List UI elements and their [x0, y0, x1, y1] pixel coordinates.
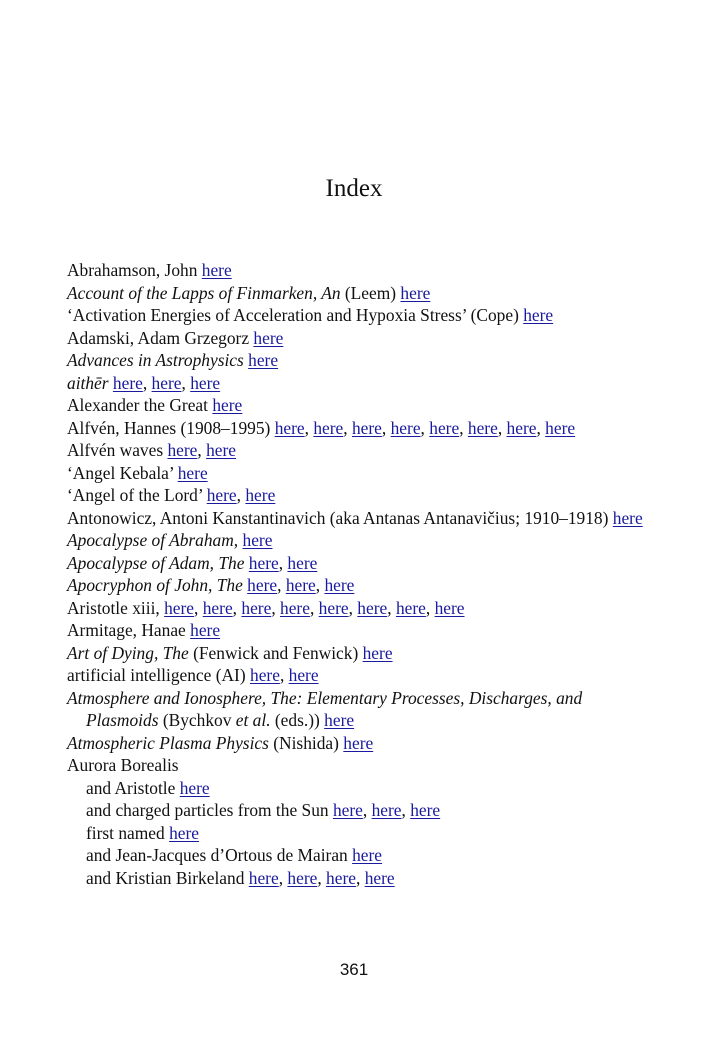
- entry-text: Alfvén waves: [67, 440, 168, 460]
- index-entry: [67, 304, 647, 327]
- index-entry: ‘Angel of the Lord’ here, here: [67, 485, 276, 505]
- index-list: [67, 259, 647, 889]
- page-reference-link[interactable]: here: [287, 867, 318, 888]
- entry-text: Advances in Astrophysics: [67, 350, 244, 370]
- page-title: Index: [325, 175, 383, 202]
- entry-text: Art of Dying, The: [67, 642, 189, 663]
- index-entry: aithēr here, here, here: [67, 372, 221, 393]
- page-reference-link[interactable]: here: [395, 597, 426, 618]
- index-entry: [67, 394, 647, 417]
- entry-text: Abrahamson, John: [67, 260, 202, 280]
- index-entry: Apocryphon of John, The here, here, here: [67, 575, 355, 595]
- entry-text: and charged particles from the Sun: [86, 800, 333, 820]
- page-reference-link[interactable]: here: [400, 282, 431, 303]
- entry-text: Apocalypse of Adam, The: [67, 552, 245, 573]
- index-subentry: [67, 844, 647, 867]
- entry-text: ‘Angel Kebala’: [67, 462, 178, 483]
- entry-text: Antonowicz, Antoni Kanstantinavich (aka Antanas Antanavičius; 1910–1918): [67, 507, 613, 528]
- entry-text: Account of the Lapps of Finmarken, An: [67, 282, 341, 303]
- index-entry: Apocalypse of Adam, The here, here: [67, 552, 318, 573]
- page-reference-link[interactable]: here: [280, 597, 310, 618]
- page-reference-link[interactable]: here: [274, 417, 305, 438]
- entry-text: Alfvén, Hannes (1908–1995): [67, 417, 275, 438]
- page-reference-link[interactable]: here: [206, 485, 237, 505]
- page-reference-link[interactable]: here: [612, 507, 643, 528]
- page-reference-link[interactable]: here: [202, 597, 233, 618]
- index-entry: Aristotle xiii, here, here, here, here, here, here, here, here: [67, 597, 465, 618]
- page-reference-link[interactable]: here: [429, 417, 460, 438]
- page-reference-link[interactable]: here: [545, 417, 576, 438]
- page-reference-link[interactable]: here: [288, 665, 319, 685]
- index-entry: [67, 462, 647, 485]
- page-reference-link[interactable]: here: [169, 822, 200, 843]
- entry-text: and Aristotle: [86, 777, 180, 798]
- entry-text: first named: [86, 822, 170, 843]
- entry-text: Aristotle xiii,: [67, 597, 165, 618]
- page-reference-link[interactable]: here: [151, 372, 182, 393]
- page-reference-link[interactable]: here: [357, 597, 388, 618]
- page-reference-link[interactable]: here: [245, 485, 276, 505]
- page-reference-link[interactable]: here: [390, 417, 421, 438]
- entry-text: et al.: [235, 710, 271, 730]
- index-subentry: and charged particles from the Sun here, here, here: [86, 800, 441, 820]
- page-number: 361: [339, 960, 369, 979]
- index-entry: [67, 619, 647, 642]
- page-reference-link[interactable]: here: [212, 395, 243, 415]
- page-reference-link[interactable]: here: [352, 845, 383, 865]
- page-reference-link[interactable]: here: [343, 732, 374, 753]
- index-subentry: [67, 822, 647, 845]
- page-reference-link[interactable]: here: [206, 440, 237, 460]
- index-entry: [67, 282, 647, 305]
- index-entry: [67, 754, 647, 777]
- page-reference-link[interactable]: here: [248, 867, 279, 888]
- page-reference-link[interactable]: here: [242, 530, 273, 550]
- page-reference-link[interactable]: here: [434, 597, 465, 618]
- entry-text: Atmosphere and Ionosphere, The: Elementary Processes, Discharges, and Plasmoids: [67, 687, 583, 730]
- entry-text: (Fenwick and Fenwick): [188, 642, 363, 663]
- page-reference-link[interactable]: here: [253, 327, 284, 348]
- page-reference-link[interactable]: here: [326, 867, 356, 888]
- page-reference-link[interactable]: here: [364, 867, 395, 888]
- entry-text: Aurora Borealis: [67, 755, 179, 775]
- page-reference-link[interactable]: here: [371, 800, 402, 820]
- page-reference-link[interactable]: here: [318, 597, 349, 618]
- page-reference-link[interactable]: here: [313, 417, 344, 438]
- entry-text: and Jean-Jacques d’Ortous de Mairan: [86, 845, 353, 865]
- index-entry: [67, 732, 647, 755]
- entry-text: Atmospheric Plasma Physics: [67, 732, 269, 753]
- entry-text: artificial intelligence (AI): [67, 665, 250, 685]
- entry-text: Adamski, Adam Grzegorz: [67, 327, 254, 348]
- index-entry: [67, 642, 647, 665]
- page-reference-link[interactable]: here: [179, 777, 210, 798]
- page-reference-link[interactable]: here: [177, 462, 208, 483]
- index-entry: Alfvén, Hannes (1908–1995) here, here, here, here, here, here, here, here: [67, 417, 576, 438]
- page-reference-link[interactable]: here: [248, 552, 279, 573]
- index-entry: Alfvén waves here, here: [67, 440, 237, 460]
- entry-text: (Nishida): [268, 732, 344, 753]
- entry-text: and Kristian Birkeland: [86, 867, 249, 888]
- page-reference-link[interactable]: here: [112, 372, 143, 393]
- page-reference-link[interactable]: here: [248, 350, 279, 370]
- page-reference-link[interactable]: here: [410, 800, 441, 820]
- page-reference-link[interactable]: here: [167, 440, 198, 460]
- index-subentry: and Kristian Birkeland here, here, here, here: [86, 867, 395, 888]
- index-subentry: [67, 777, 647, 800]
- entry-text: Apocalypse of Abraham,: [67, 530, 239, 550]
- page-reference-link[interactable]: here: [324, 575, 355, 595]
- page-reference-link[interactable]: here: [287, 552, 318, 573]
- page-reference-link[interactable]: here: [190, 620, 221, 640]
- page-reference-link[interactable]: here: [250, 665, 280, 685]
- page-reference-link[interactable]: here: [351, 417, 382, 438]
- entry-text: (Bychkov: [158, 710, 236, 730]
- page-reference-link[interactable]: here: [467, 417, 498, 438]
- index-entry: [67, 327, 647, 350]
- page-reference-link[interactable]: here: [190, 372, 221, 393]
- entry-text: ‘Activation Energies of Acceleration and Hypoxia Stress’ (Cope): [67, 305, 524, 325]
- entry-text: ‘Angel of the Lord’: [67, 485, 207, 505]
- entry-text: (eds.)): [270, 710, 325, 730]
- entry-text: aithēr: [67, 372, 109, 393]
- index-entry: [67, 349, 647, 372]
- page-reference-link[interactable]: here: [201, 260, 232, 280]
- page-reference-link[interactable]: here: [285, 575, 316, 595]
- page-reference-link[interactable]: here: [247, 575, 278, 595]
- page-reference-link[interactable]: here: [523, 305, 554, 325]
- page-reference-link[interactable]: here: [332, 800, 363, 820]
- entry-text: (Leem): [340, 282, 401, 303]
- index-entry: [67, 507, 647, 530]
- index-entry: artificial intelligence (AI) here, here: [67, 665, 319, 685]
- page-reference-link[interactable]: here: [506, 417, 537, 438]
- index-entry: [67, 687, 647, 732]
- page-reference-link[interactable]: here: [164, 597, 195, 618]
- index-entry: [67, 259, 647, 282]
- page-reference-link[interactable]: here: [324, 710, 355, 730]
- index-entry: [67, 529, 647, 552]
- entry-text: Apocryphon of John, The: [67, 575, 243, 595]
- page-reference-link[interactable]: here: [241, 597, 272, 618]
- entry-text: Alexander the Great: [67, 395, 213, 415]
- entry-text: Armitage, Hanae: [67, 620, 191, 640]
- page-reference-link[interactable]: here: [362, 642, 393, 663]
